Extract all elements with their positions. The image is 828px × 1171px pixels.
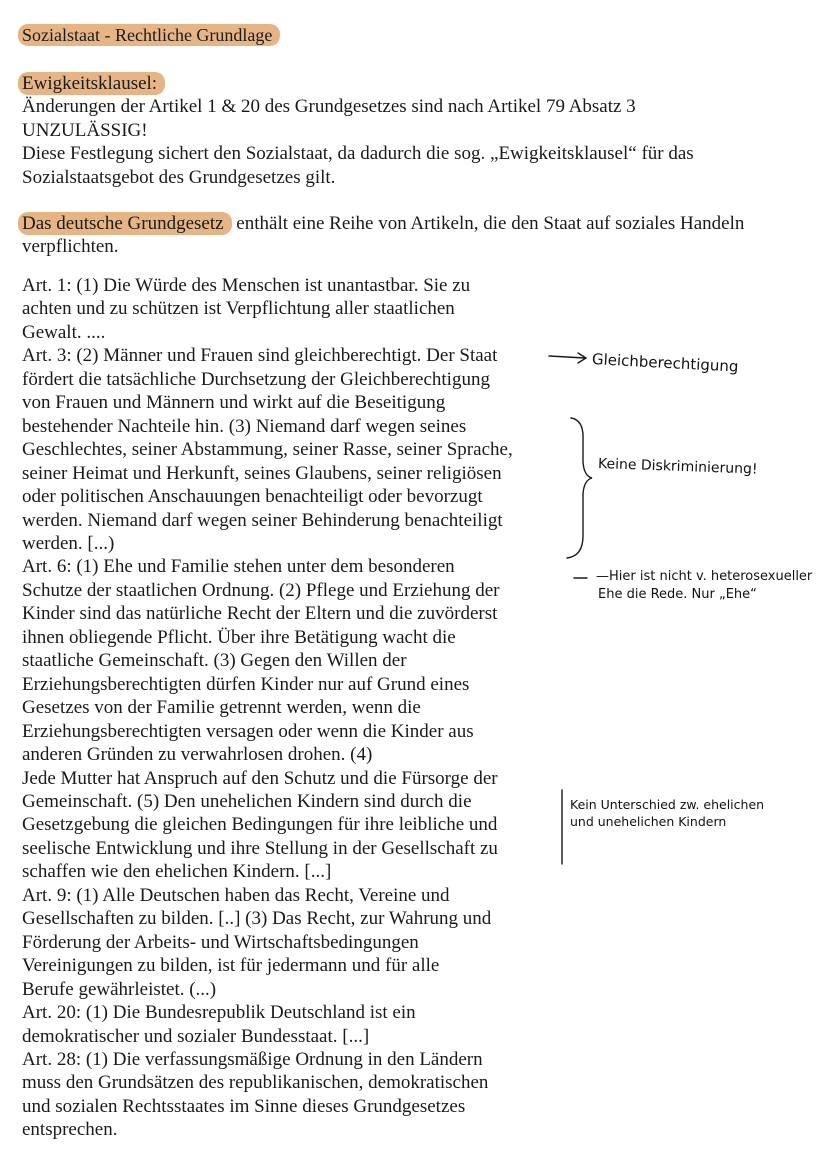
note-kinder-line: Kein Unterschied zw. ehelichen [570,797,765,812]
note-kinder-line: und unehelichen Kindern [570,814,727,829]
article-line: und sozialen Rechtsstaates im Sinne dieses Grundgesetzes [22,1095,466,1117]
article-line: Berufe gewährleistet. (...) [22,978,217,1000]
ewigkeit-line: UNZULÄSSIG! [22,119,148,141]
article-line: werden. [...) [22,532,115,554]
article-line: ihnen obliegende Pflicht. Über ihre Betätigung wacht die [22,626,456,648]
article-line: Jede Mutter hat Anspruch auf den Schutz und die Fürsorge der [22,767,498,789]
article-line: seelische Entwicklung und ihre Stellung in der Gesellschaft zu [22,837,498,859]
ewigkeit-line: Änderungen der Artikel 1 & 20 des Grundgesetzes sind nach Artikel 79 Absatz 3 [22,96,636,118]
article-line: seiner Heimat und Herkunft, seines Glaubens, seiner religiösen [22,462,502,484]
article-line: Schutze der staatlichen Ordnung. (2) Pflege und Erziehung der [22,579,500,601]
note-gleichberechtigung: Gleichberechtigung [591,350,739,376]
article-line: Gesellschaften zu bilden. [..] (3) Das Recht, zur Wahrung und [22,908,492,930]
note-keine-diskriminierung: Keine Diskriminierung! [597,456,758,478]
article-line: anderen Gründen zu verwahrlosen drohen. (4) [22,744,373,766]
article-line: Erziehungsberechtigten dürfen Kinder nur auf Grund eines [22,673,470,695]
article-line: fördert die tatsächliche Durchsetzung der Gleichberechtigung [22,368,490,390]
article-line: schaffen wie den ehelichen Kindern. [...] [22,861,332,883]
ewigkeit-line: Diese Festlegung sichert den Sozialstaat, da dadurch die sog. „Ewigkeitsklausel“ für das [22,143,694,165]
article-line: demokratischer und sozialer Bundesstaat. [...] [22,1025,370,1047]
article-line: werden. Niemand darf wegen seiner Behinderung benachteiligt [22,509,503,531]
article-line: Art. 28: (1) Die verfassungsmäßige Ordnung in den Ländern [22,1048,483,1070]
title-highlight: Sozialstaat - Rechtliche Grundlage [18,24,280,46]
article-line: Erziehungsberechtigten versagen oder wenn die Kinder aus [22,720,474,742]
ewigkeit-line: Sozialstaatsgebot des Grundgesetzes gilt. [22,166,336,188]
article-line: Kinder sind das natürliche Recht der Eltern und die zuvörderst [22,603,498,625]
grundgesetz-intro-text: enthält eine Reihe von Artikeln, die den Staat auf soziales Handeln [231,213,745,234]
grundgesetz-highlight: Das deutsche Grundgesetz [18,212,232,235]
article-line: Art. 20: (1) Die Bundesrepublik Deutschland ist ein [22,1002,416,1024]
article-line: Art. 9: (1) Alle Deutschen haben das Recht, Vereine und [22,884,450,906]
article-line: bestehender Nachteile hin. (3) Niemand darf wegen seines [22,415,467,437]
note-ehe-line: Ehe die Rede. Nur „Ehe“ [598,587,757,602]
arrow-icon [549,353,586,363]
article-line: muss den Grundsätzen des republikanischen, demokratischen [22,1072,489,1094]
article-line: von Frauen und Männern und wirkt auf die Beseitigung [22,392,446,414]
article-line: Art. 1: (1) Die Würde des Menschen ist unantastbar. Sie zu [22,275,471,296]
ewigkeitsklausel-heading: Ewigkeitsklausel: [18,72,165,95]
article-line: Förderung der Arbeits- und Wirtschaftsbedingungen [22,931,419,953]
grundgesetz-intro-line2: verpflichten. [22,236,119,258]
article-line: Gesetzes von der Familie getrennt werden, wenn die [22,697,421,719]
article-line: Geschlechtes, seiner Abstammung, seiner Rasse, seiner Sprache, [22,439,513,461]
article-line: staatliche Gemeinschaft. (3) Gegen den Willen der [22,650,407,672]
note-kinder [570,796,764,830]
article-line: Gewalt. .... [22,321,106,343]
article-line: Gesetzgebung die gleichen Bedingungen für ihre leibliche und [22,814,498,836]
article-line: Gemeinschaft. (5) Den unehelichen Kindern sind durch die [22,790,472,812]
note-ehe-line: —Hier ist nicht v. heterosexueller [596,569,813,584]
article-line: Art. 3: (2) Männer und Frauen sind gleichberechtigt. Der Staat [22,345,498,367]
article-line: entsprechen. [22,1119,118,1141]
note-ehe [596,568,812,604]
article-line: Art. 6: (1) Ehe und Familie stehen unter dem besonderen [22,556,455,578]
article-line: oder politischen Anschauungen benachteiligt oder bevorzugt [22,486,483,508]
article-line: achten und zu schützen ist Verpflichtung aller staatlichen [22,298,455,320]
curly-brace-icon [567,418,592,558]
article-line: Vereinigungen zu bilden, ist für jedermann und für alle [22,955,440,977]
